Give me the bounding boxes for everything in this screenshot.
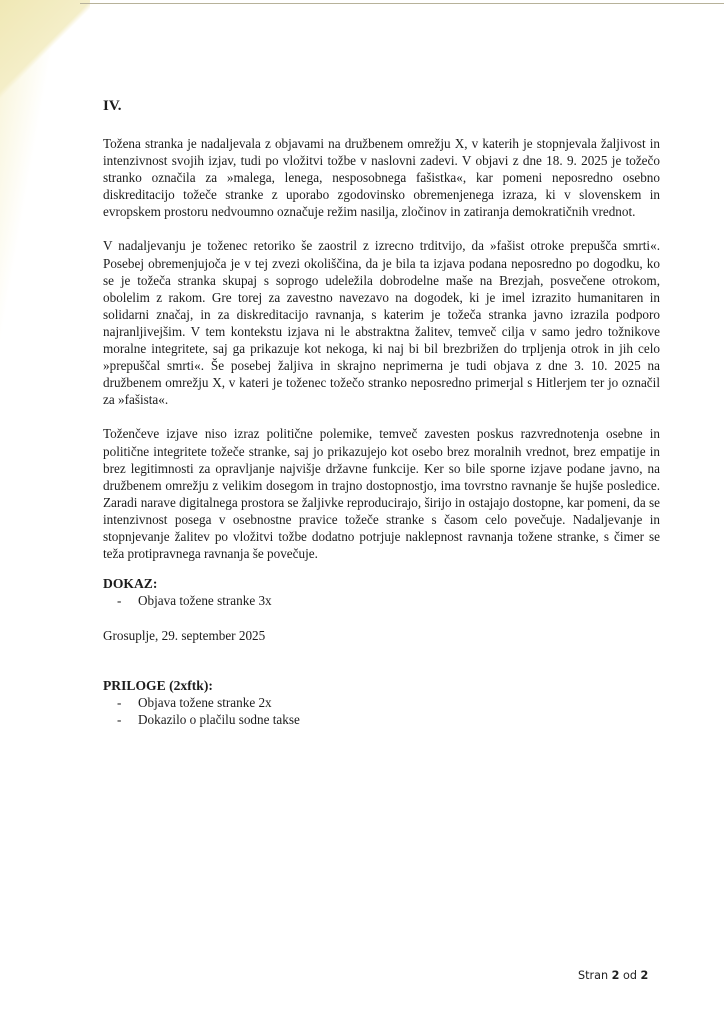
priloge-section	[103, 678, 660, 728]
section-heading: IV.	[103, 98, 122, 114]
document-body	[103, 98, 660, 728]
dash-bullet: -	[117, 593, 122, 609]
page-number-separator: od	[622, 969, 637, 982]
dokaz-title: DOKAZ:	[103, 576, 158, 592]
paragraph-1: Tožena stranka je nadaljevala z objavami na družbenem omrežju X, v katerih je stopnjevala žaljivost in intenzivnost svojih izjav, tudi po vložitvi tožbe v naslovni zadevi. V objavi z dne 18. 9. 2025 je tožečo stranko označila za »malega, lenega, nesposobnega fašistka«, kar pomeni neposredno osebno diskreditacijo tožeče stranke z uporabo zgodovinsko obremenjenega izraza, ki v slovenskem in evropskem prostoru nedvoumno označuje režim nasilja, zločinov in zatiranja demokratičnih vrednot.	[103, 136, 660, 220]
folded-corner	[0, 0, 90, 100]
priloge-item-label: Objava tožene stranke 2x	[138, 695, 272, 711]
dokaz-item	[103, 592, 660, 609]
page-number	[578, 969, 648, 982]
priloge-list	[103, 694, 660, 728]
priloge-title: PRILOGE (2xftk):	[103, 678, 213, 694]
top-edge-line	[80, 3, 724, 4]
paragraph-3: Toženčeve izjave niso izraz politične polemike, temveč zavesten poskus razvrednotenja osebne in politične integritete tožeče stranke, saj jo prikazujejo kot osebo brez moralnih vrednot, brez empatije in brez legitimnosti za opravljanje najvišje državne funkcije. Ker so bile sporne izjave podane javno, na družbenem omrežju z velikim dosegom in trajno dostopnostjo, ima tovrstno ravnanje še hujše posledice. Zaradi narave digitalnega prostora se žaljivke reproducirajo, širijo in ostajajo dostopne, kar pomeni, da se intenzivnost posega v osebnostne pravice tožeče stranke s časom celo povečuje. Nadaljevanje in stopnjevanje žalitev po vložitvi tožbe dodatno potrjuje naklepnost ravnanja tožene stranke, s čimer se teža protipravnega ravnanja še povečuje.	[103, 426, 660, 562]
priloge-item-label: Dokazilo o plačilu sodne takse	[138, 712, 300, 728]
page-number-total: 2	[640, 969, 649, 982]
dokaz-section	[103, 576, 660, 609]
priloge-item	[103, 711, 660, 728]
page-number-current: 2	[611, 969, 620, 982]
dokaz-list	[103, 592, 660, 609]
paragraph-2: V nadaljevanju je toženec retoriko še zaostril z izrecno trditvijo, da »fašist otroke prepušča smrti«. Posebej obremenjujoča je v tej zvezi okoliščina, da je bila ta izjava podana neposredno po dogodku, ko se je tožeča stranka skupaj s soprogo udeležila dobrodelne maše na Brezjah, posvečene otrokom, obolelim z rakom. Gre torej za zavestno navezavo na dogodek, ki je imel izrazito humanitaren in solidarni značaj, in za diskreditacijo ravnanja, s katerim je tožeča stranka javno izrazila podporo najranljivejšim. V tem kontekstu izjava ni le abstraktna žalitev, temveč cilja v samo jedro tožnikove moralne integritete, saj ga prikazuje kot nekoga, ki naj bi bil brezbrižen do trpljenja otrok in jih celo »prepuščal smrti«. Še posebej žaljiva in skrajno neprimerna je tudi objava z dne 3. 10. 2025 na družbenem omrežju X, v kateri je toženec tožečo stranko neposredno primerjal s Hitlerjem ter jo označil za »fašista«.	[103, 238, 660, 408]
priloge-item	[103, 694, 660, 711]
place-and-date: Grosuplje, 29. september 2025	[103, 628, 266, 644]
dash-bullet: -	[117, 712, 122, 728]
dokaz-item-label: Objava tožene stranke 3x	[138, 593, 272, 609]
dash-bullet: -	[117, 695, 122, 711]
page-number-prefix: Stran	[578, 969, 609, 982]
